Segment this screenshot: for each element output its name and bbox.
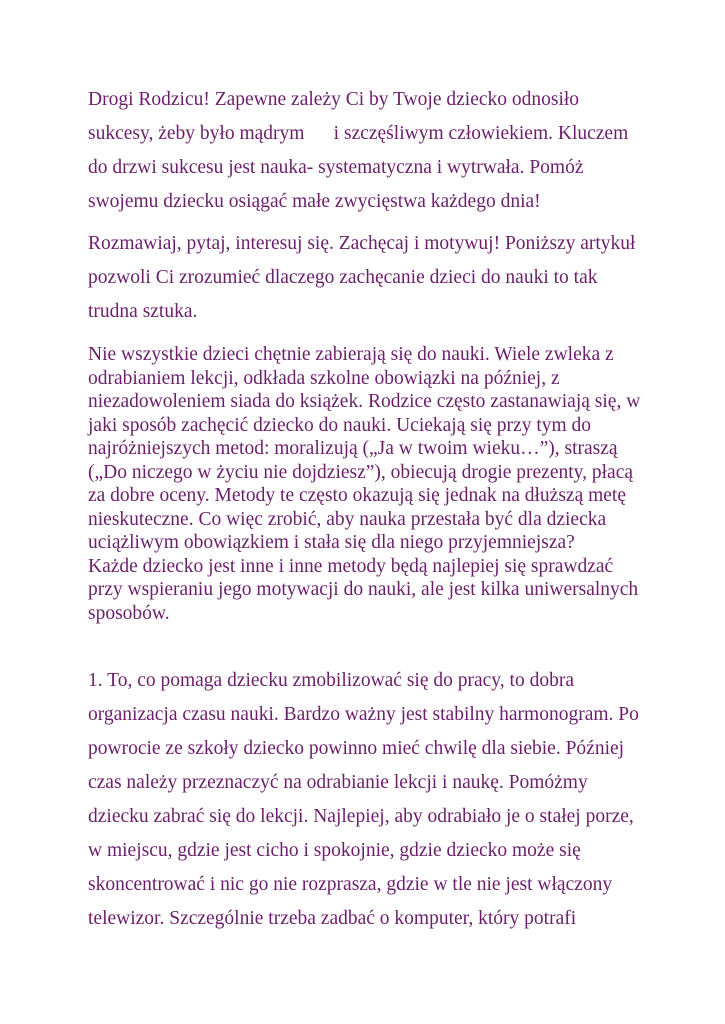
text-line: dziecku zabrać się do lekcji. Najlepiej, aby odrabiało je o stałej porze,: [88, 806, 634, 827]
tip-1-paragraph: [88, 664, 648, 936]
text-line: 1. To, co pomaga dziecku zmobilizować się do pracy, to dobra: [88, 670, 574, 691]
text-line: czas należy przeznaczyć na odrabianie lekcji i naukę. Pomóżmy: [88, 772, 588, 793]
text-line: telewizor. Szczególnie trzeba zadbać o komputer, który potrafi: [88, 908, 577, 929]
text-line: najróżniejszych metod: moralizują („Ja w twoim wieku…”), straszą: [88, 438, 618, 459]
text-line: odrabianiem lekcji, odkłada szkolne obowiązki na później, z: [88, 367, 560, 389]
text-line: za dobre oceny. Metody te często okazują się jednak na dłuższą metę: [88, 485, 627, 506]
text-line: przy wspieraniu jego motywacji do nauki, ale jest kilka uniwersalnych: [88, 579, 639, 600]
text-line: organizacja czasu nauki. Bardzo ważny jest stabilny harmonogram. Po: [88, 704, 639, 725]
text-line: powrocie ze szkoły dziecko powinno mieć chwilę dla siebie. Później: [88, 738, 625, 759]
text-line: trudna sztuka.: [88, 301, 198, 322]
text-line: uciążliwym obowiązkiem i stała się dla niego przyjemniejsza?: [88, 532, 575, 553]
text-line: pozwoli Ci zrozumieć dlaczego zachęcanie dzieci do nauki to tak: [88, 267, 598, 288]
text-line: Każde dziecko jest inne i inne metody będą najlepiej się sprawdzać: [88, 555, 614, 577]
encouragement-paragraph: [88, 227, 648, 329]
text-line: jaki sposób zachęcić dziecko do nauki. Uciekają się przy tym do: [88, 414, 592, 436]
text-line: niezadowoleniem siada do książek. Rodzice często zastanawiają się, w: [88, 391, 641, 412]
text-line: sposobów.: [88, 602, 170, 624]
text-line: Nie wszystkie dzieci chętnie zabierają się do nauki. Wiele zwleka z: [88, 344, 614, 365]
text-line: Rozmawiaj, pytaj, interesuj się. Zachęcaj i motywuj! Poniższy artykuł: [88, 233, 636, 254]
main-paragraph: [88, 343, 648, 625]
text-line: nieskuteczne. Co więc zrobić, aby nauka przestała być dla dziecka: [88, 508, 607, 530]
text-line: skoncentrować i nic go nie rozprasza, gdzie w tle nie jest włączony: [88, 874, 613, 895]
text-line: sukcesy, żeby było mądrym i szczęśliwym człowiekiem. Kluczem: [88, 123, 629, 144]
text-line: w miejscu, gdzie jest cicho i spokojnie, gdzie dziecko może się: [88, 840, 581, 861]
text-line: do drzwi sukcesu jest nauka- systematyczna i wytrwała. Pomóż: [88, 157, 584, 178]
text-line: Drogi Rodzicu! Zapewne zależy Ci by Twoje dziecko odnosiło: [88, 89, 580, 110]
intro-paragraph: [88, 83, 648, 219]
text-line: swojemu dziecku osiągać małe zwycięstwa każdego dnia!: [88, 191, 541, 212]
text-line: („Do niczego w życiu nie dojdziesz”), obiecują drogie prezenty, płacą: [88, 461, 634, 483]
